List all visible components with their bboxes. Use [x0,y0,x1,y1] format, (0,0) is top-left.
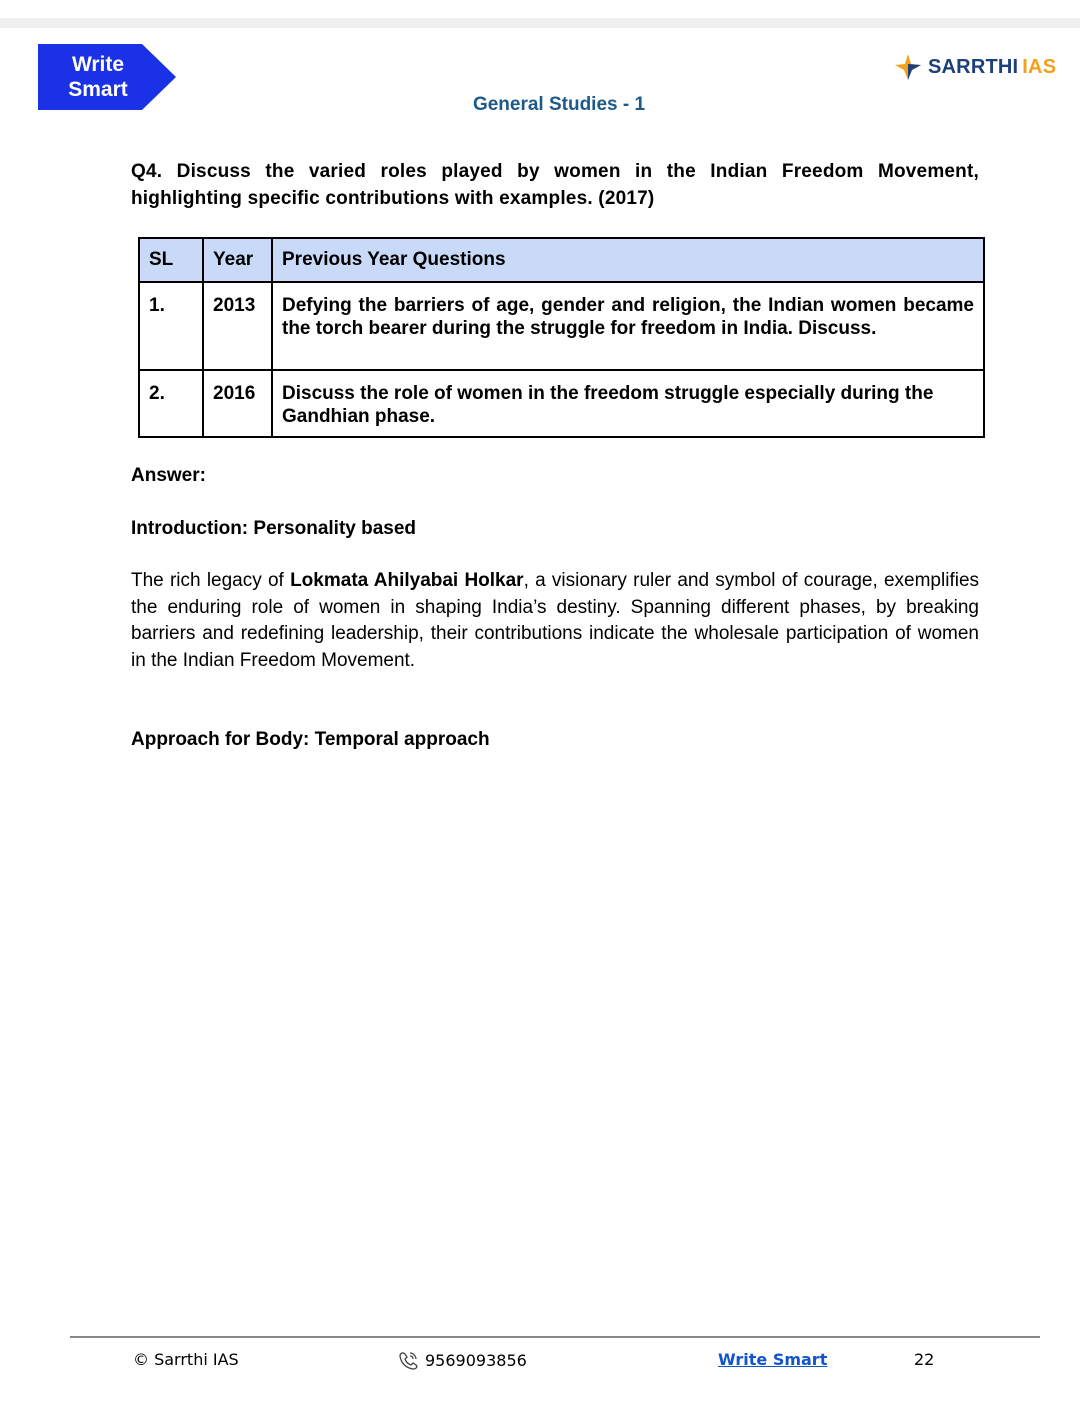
phone-icon [397,1350,419,1370]
table-row [139,282,984,370]
row-sl: 1. [139,282,203,370]
row-question: Discuss the role of women in the freedom struggle especially during the Gandhian phase. [272,370,984,437]
star-logo-icon [894,53,922,81]
page-title: General Studies - 1 [472,94,646,115]
previous-year-questions-table [138,237,985,438]
introduction-label: Introduction: Personality based [131,518,417,539]
row-year: 2016 [203,370,272,437]
logo-name-main: SARRTHI [928,55,1019,78]
table-header-row [139,238,984,282]
row-sl: 2. [139,370,203,437]
header-questions: Previous Year Questions [272,238,984,282]
row-question: Defying the barriers of age, gender and religion, the Indian women became the torch bearer during the struggle for freedom in India. Discuss. [272,282,984,370]
answer-label: Answer: [131,465,206,486]
intro-text-before: The rich legacy of [131,570,291,591]
phone-number: 9569093856 [425,1350,527,1370]
introduction-paragraph [131,568,979,674]
footer-divider [70,1336,1040,1338]
table-row [139,370,984,437]
logo-name-suffix: IAS [1022,55,1057,78]
row-year: 2013 [203,282,272,370]
sarrthi-logo [894,52,1056,82]
badge-line-2: Smart [68,78,128,101]
intro-bold-name: Lokmata Ahilyabai Holkar [290,570,524,591]
footer-copyright: © Sarrthi IAS [133,1350,239,1369]
badge-line-1: Write [71,53,125,76]
intro-text-after: , a visionary ruler and symbol of courage, exemplifies the enduring role of women in shaping India’s destiny. Spanning different phases, by breaking barriers and redefining leadership, their contributions indicate the wholesale participation of women in the Indian Freedom Movement. [131,570,980,671]
header-sl: SL [139,238,203,282]
logo-name [928,56,1056,79]
footer-phone [397,1350,527,1370]
page-number: 22 [914,1350,935,1369]
body-approach-label: Approach for Body: Temporal approach [131,729,490,750]
header-year: Year [203,238,272,282]
footer-write-smart-link[interactable]: Write Smart [718,1350,828,1369]
top-bar [0,18,1080,28]
question-text: Q4. Discuss the varied roles played by women in the Indian Freedom Movement, highlighting specific contributions with examples. (2017) [131,161,979,209]
